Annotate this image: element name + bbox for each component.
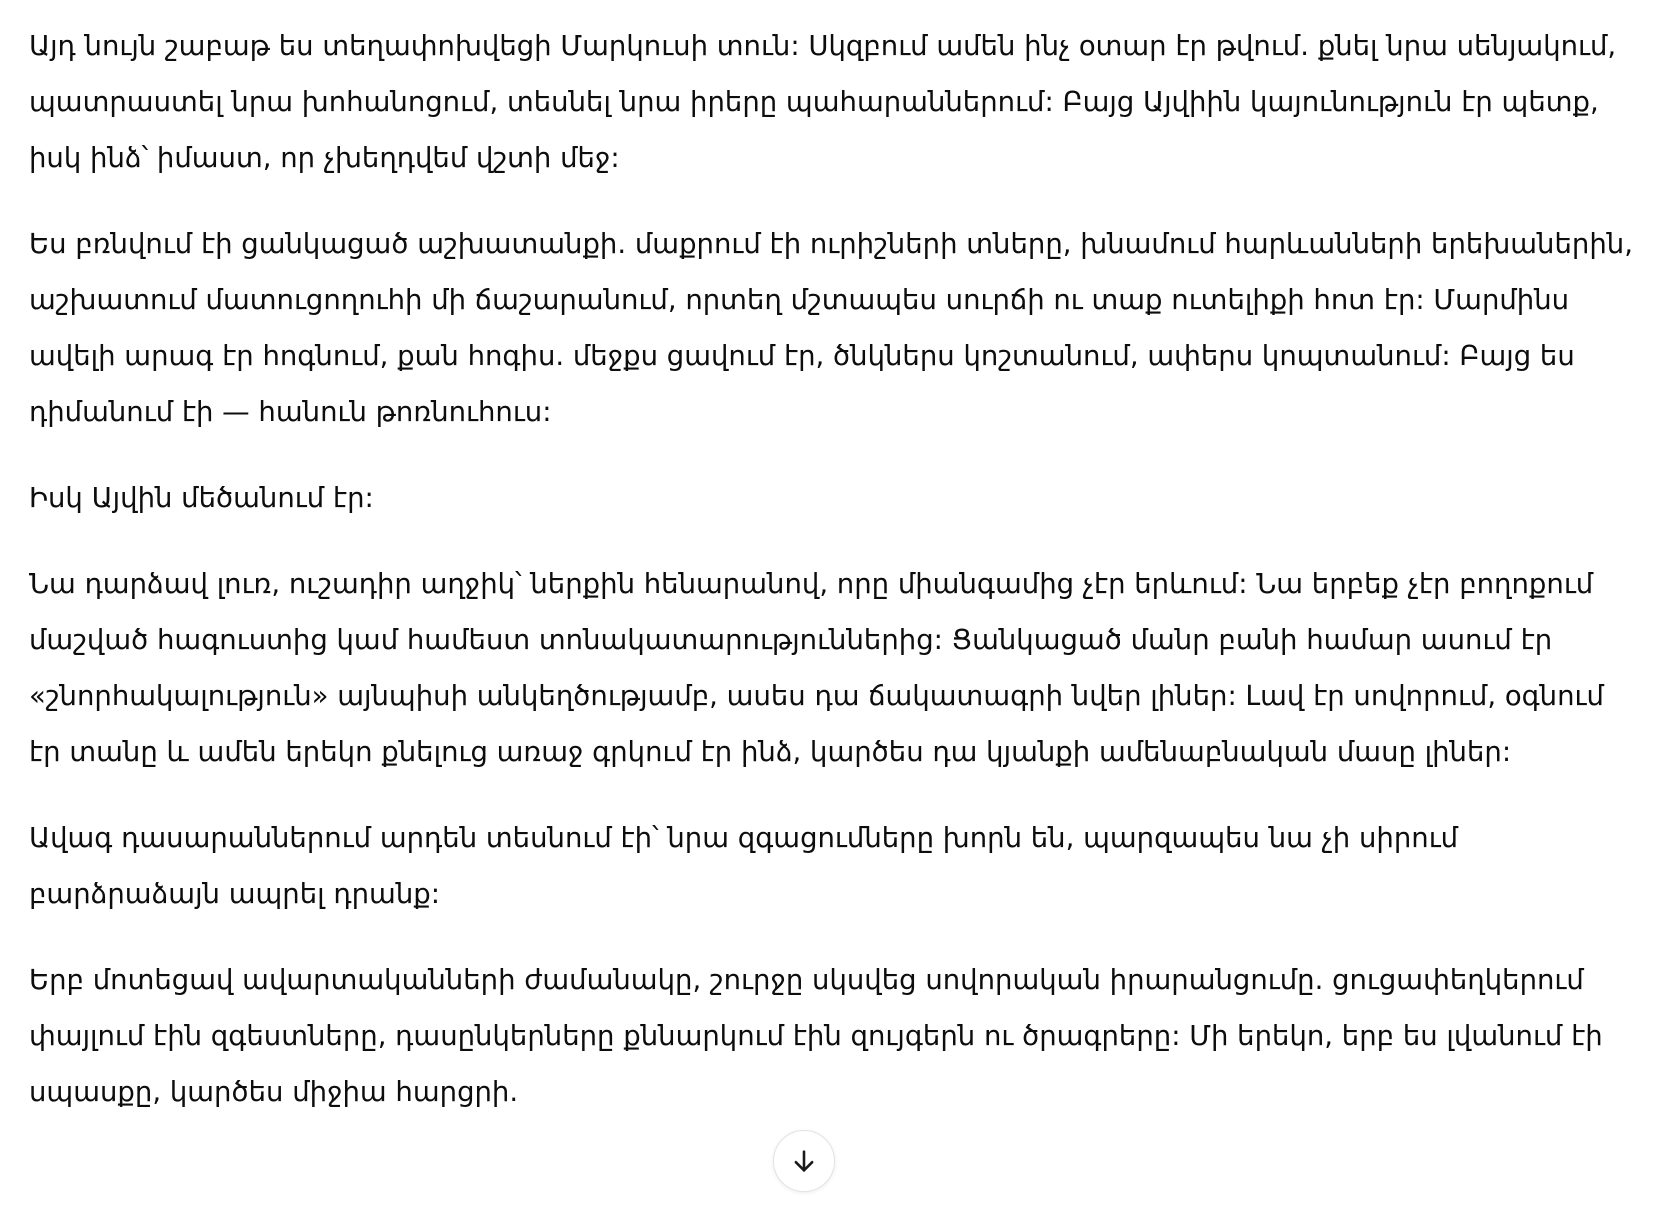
message-content <box>29 18 1639 1120</box>
paragraph-1: Այդ նույն շաբաթ ես տեղափոխվեցի Մարկուսի տուն: Սկզբում ամեն ինչ օտար էր թվում. քնել նրա սենյակում, պատրաստել նրա խոհանոցում, տեսնել նրա իրերը պահարաններում: Բայց Այվիին կայունություն էր պետք, իսկ ինձ՝ իմաստ, որ չխեղդվեմ վշտի մեջ: <box>29 30 1617 174</box>
paragraph-5: Ավագ դասարաններում արդեն տեսնում էի՝ նրա զգացումները խորն են, պարզապես նա չի սիրում բարձրաձայն ապրել դրանք: <box>29 822 1459 910</box>
paragraph-2: Ես բռնվում էի ցանկացած աշխատանքի. մաքրում էի ուրիշների տները, խնամում հարևանների երեխաներին, աշխատում մատուցողուհի մի ճաշարանում, որտեղ մշտապես սուրճի ու տաք ուտելիքի հոտ էր: Մարմինս ավելի արագ էր հոգնում, քան հոգիս. մեջքս ցավում էր, ծնկներս կոշտանում, ափերս կոպտանում: Բայց ես դիմանում էի — հանուն թոռնուհուս: <box>29 228 1633 428</box>
paragraph-3: Իսկ Այվին մեծանում էր: <box>29 482 374 514</box>
paragraph-4: Նա դարձավ լուռ, ուշադիր աղջիկ՝ ներքին հենարանով, որը միանգամից չէր երևում: Նա երբեք չէր բողոքում մաշված հագուստից կամ համեստ տոնակատարություններից: Ցանկացած մանր բանի համար ասում էր «շնորհակալություն» այնպիսի անկեղծությամբ, ասես դա ճակատագրի նվեր լիներ: Լավ էր սովորում, օգնում էր տանը և ամեն երեկո քնելուց առաջ գրկում էր ինձ, կարծես դա կյանքի ամենաբնական մասը լիներ: <box>29 568 1604 768</box>
arrow-down-icon <box>790 1147 818 1175</box>
paragraph-6: Երբ մոտեցավ ավարտականների ժամանակը, շուրջը սկսվեց սովորական իրարանցումը. ցուցափեղկերում փայլում էին զգեստները, դասընկերները քննարկում էին զույգերն ու ծրագրերը: Մի երեկո, երբ ես լվանում էի սպասքը, կարծես միջիա հարցրի. <box>29 964 1603 1108</box>
scroll-to-bottom-button[interactable] <box>773 1130 835 1192</box>
